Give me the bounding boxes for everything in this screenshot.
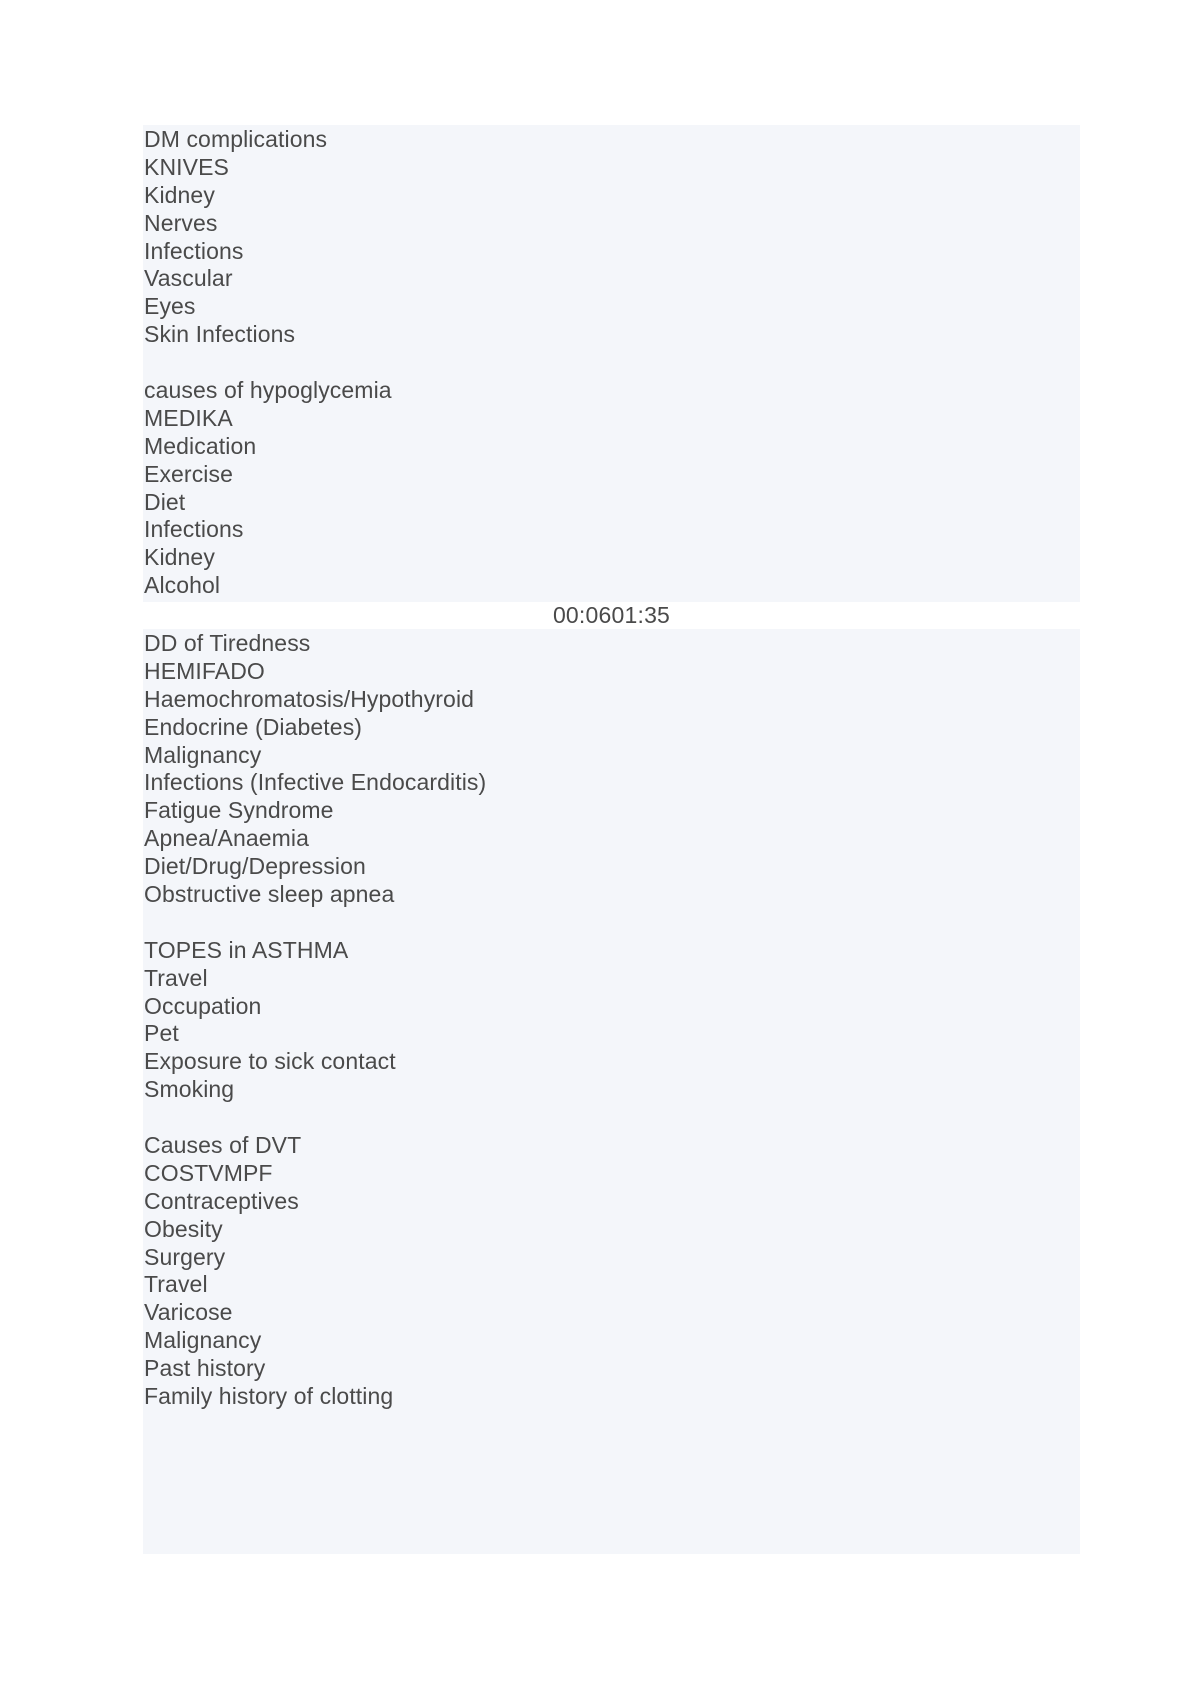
list-item: Varicose [144, 1299, 233, 1326]
note-block-1 [143, 125, 1080, 602]
blank-line [144, 349, 1080, 377]
list-item: Vascular [144, 265, 233, 292]
section-title: Causes of DVT [144, 1132, 302, 1159]
mnemonic: MEDIKA [144, 404, 233, 431]
list-item: Past history [144, 1355, 266, 1382]
list-item: Kidney [144, 544, 215, 571]
list-item: Apnea/Anaemia [144, 825, 309, 852]
list-item: Travel [144, 964, 208, 991]
timestamp: 00:0601:35 [552, 602, 671, 628]
list-item: Smoking [144, 1076, 235, 1103]
list-item: Exposure to sick contact [144, 1048, 396, 1075]
list-item: Exercise [144, 460, 233, 487]
section-title: DD of Tiredness [144, 630, 311, 656]
blank-line [144, 1104, 1080, 1132]
mnemonic: HEMIFADO [144, 657, 265, 684]
list-item: Infections [144, 237, 244, 264]
list-item: Contraceptives [144, 1187, 299, 1214]
list-item: Eyes [144, 293, 196, 320]
list-item: Skin Infections [144, 321, 296, 348]
list-item: Occupation [144, 992, 262, 1019]
list-item: Malignancy [144, 1327, 262, 1354]
list-item: Nerves [144, 209, 218, 236]
list-item: Malignancy [144, 741, 262, 768]
list-item: Obesity [144, 1215, 223, 1242]
list-item: Infections (Infective Endocarditis) [144, 769, 487, 796]
section-title: TOPES in ASTHMA [144, 936, 349, 963]
mnemonic: COSTVMPF [144, 1159, 273, 1186]
blank-line [144, 909, 1080, 937]
note-block-2 [143, 629, 1080, 1554]
list-item: Diet [144, 488, 186, 515]
list-item: Travel [144, 1271, 208, 1298]
list-item: Alcohol [144, 572, 221, 599]
list-item: Obstructive sleep apnea [144, 881, 395, 908]
list-item: Fatigue Syndrome [144, 797, 334, 824]
list-item: Infections [144, 516, 244, 543]
list-item: Diet/Drug/Depression [144, 853, 366, 880]
list-item: Family history of clotting [144, 1383, 394, 1410]
mnemonic: KNIVES [144, 153, 229, 180]
list-item: Pet [144, 1020, 179, 1047]
section-title: DM complications [144, 126, 328, 152]
section-title: causes of hypoglycemia [144, 377, 392, 404]
list-item: Haemochromatosis/Hypothyroid [144, 685, 475, 712]
list-item: Kidney [144, 181, 215, 208]
list-item: Endocrine (Diabetes) [144, 713, 363, 740]
list-item: Medication [144, 432, 257, 459]
list-item: Surgery [144, 1243, 226, 1270]
